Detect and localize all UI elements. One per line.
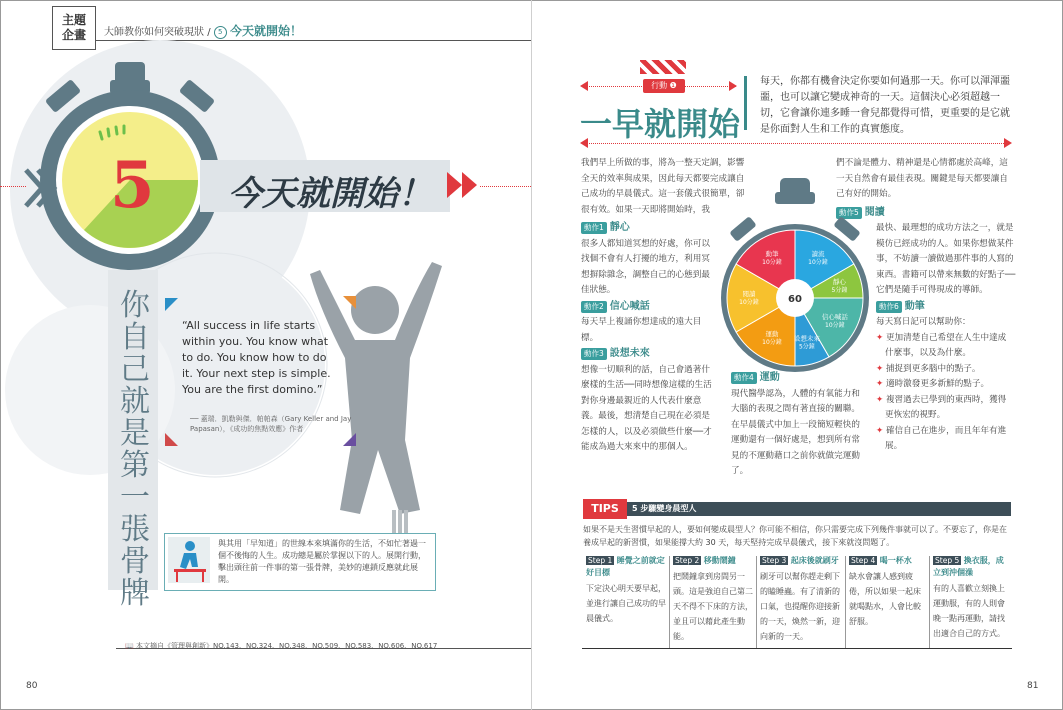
vt-char: 張 bbox=[120, 512, 150, 547]
page-spine bbox=[531, 0, 532, 710]
step-num: Step 1 bbox=[588, 556, 613, 565]
tips-intro: 如果不是天生習慣早起的人，要如何變成晨型人？你可能不相信，你只需要完成下列幾件事就可以了。不要忘了，你是在養成早起的新習慣，如果能撐大約 30 天，每天堅持完成早晨儀式，接下來就沒問題了。 bbox=[583, 525, 1007, 547]
topic-tab-line1: 主題 bbox=[61, 13, 86, 27]
vt-char: 牌 bbox=[120, 576, 150, 611]
r-dotline-bottom bbox=[586, 143, 1008, 144]
vt-char: 是 bbox=[120, 416, 150, 451]
intro-text: 每天，你都有機會決定你要如何過那一天。你可以渾渾噩噩，也可以讓它變成神奇的一天。這個決心必須超越一切，它會讓你連多睡一會兒都覺得可惜，更重要的是它就是你面對人生和工作的真實態度。 bbox=[760, 76, 1010, 135]
topic-tab-line2: 企畫 bbox=[61, 28, 86, 42]
bullet-star-icon: ✦ bbox=[876, 425, 886, 436]
pie-slice-sublabel: 10分鐘 bbox=[808, 259, 828, 267]
page-number-right: 81 bbox=[1027, 681, 1039, 691]
step-title: 睡覺之前就定好目標 bbox=[586, 556, 665, 577]
bullet-item bbox=[876, 393, 1012, 424]
pie-slice-label: 動筆 bbox=[765, 250, 779, 259]
step-title: 起床後就刷牙 bbox=[790, 556, 839, 565]
action-title: 設想未來 bbox=[609, 348, 650, 359]
action-title: 動筆 bbox=[904, 300, 925, 312]
pie-slice-label: 運動 bbox=[765, 329, 779, 338]
step-text: 刷牙可以幫你趕走剩下的瞌睡蟲。有了清新的口氣，也提醒你迎接新的一天，煥然一新，迎向新的一天。 bbox=[760, 572, 840, 641]
right-title: 一早就開始 bbox=[580, 105, 741, 143]
quote-attribution: ── 蓋瑞．凱勒與傑．帕帕森（Gary Keller and Jay Papasan），《成功的焦點效應》作者 bbox=[190, 415, 352, 433]
action-text: 最快、最理想的成功方法之一，就是模仿已經成功的人。如果你想做某件事，不妨讀一讀做過那件事的人寫的東西。書籍可以帶來無數的好點子──它們是隨手可得現成的導師。 bbox=[876, 223, 1016, 295]
step-num: Step 5 bbox=[935, 556, 960, 565]
step-text: 有的人喜歡立刻換上運動服，有的人則會晚一點再運動，請找出適合自己的方式。 bbox=[933, 584, 1005, 638]
bullet-star-icon: ✦ bbox=[876, 394, 886, 405]
bullet-item bbox=[876, 362, 1012, 378]
book-icon: 📖 bbox=[125, 642, 134, 650]
step-divider bbox=[669, 556, 670, 648]
action-tag: 動作4 bbox=[731, 372, 757, 384]
pie-slice-sublabel: 10分鐘 bbox=[762, 259, 782, 267]
r-arrow-left-top bbox=[580, 81, 588, 91]
action-text: 每天早上複誦你想達成的遠大目標。 bbox=[581, 317, 702, 343]
action-tag: 動作5 bbox=[836, 207, 862, 219]
step-text: 把鬧鐘拿到房間另一頭。這是強迫自己第二天不得不下床的方法，並且可以藉此產生動能。 bbox=[673, 572, 753, 641]
vertical-title bbox=[112, 290, 158, 610]
step-5 bbox=[933, 555, 1011, 641]
step-2 bbox=[673, 555, 755, 644]
info-box-text: 與其用「早知道」的世線本來填滿你的生活，不如忙著過一個不後悔的人生。成功總是屬於掌握以下的人。展開行動，擊出頭往前一件事的第一張骨牌，美妙的連鎖反應就此展開。 bbox=[218, 539, 426, 584]
pie-slice-sublabel: 10分鐘 bbox=[762, 338, 782, 346]
left-dotline-right bbox=[480, 186, 531, 187]
action-text: 想像一切順利的話，自己會過著什麼樣的生活──同時想像這樣的生活對你身邊最親近的人代表什麼意義。最後，想清楚自己現在必須是怎樣的人，以及必須做些什麼──才能成為過大來來中的那個人。 bbox=[581, 364, 712, 452]
vt-char: 己 bbox=[120, 352, 150, 387]
bullet-text: 確信自己在進步，而且年年有進展。 bbox=[885, 425, 1007, 451]
bullet-text: 更加清楚自己希望在人生中達成什麼事，以及為什麼。 bbox=[885, 332, 1007, 358]
red-arrow-1 bbox=[447, 172, 462, 198]
action-title: 閱讀 bbox=[864, 206, 885, 218]
pie-slice-sublabel: 5分鐘 bbox=[798, 343, 815, 351]
bullet-text: 適時激發更多新鮮的點子。 bbox=[885, 379, 990, 389]
morning-routine-pie bbox=[720, 178, 870, 378]
source-note bbox=[125, 641, 437, 651]
action-tag: 動作1 bbox=[581, 222, 607, 234]
action-badge: 行動 ❶ bbox=[643, 79, 685, 93]
vt-char: 你 bbox=[120, 288, 150, 323]
tips-title: 5 步驟變身晨型人 bbox=[632, 504, 697, 513]
step-3 bbox=[760, 555, 842, 644]
bullet-star-icon: ✦ bbox=[876, 332, 886, 343]
bullet-star-icon: ✦ bbox=[876, 363, 886, 374]
main-title: 今天就開始！ bbox=[228, 174, 432, 214]
pie-slice-sublabel: 10分鐘 bbox=[825, 322, 845, 329]
tips-label: TIPS bbox=[583, 499, 627, 519]
r-arrow-right-bottom bbox=[1004, 138, 1012, 148]
footer-rule-right bbox=[582, 648, 1012, 649]
vt-char: 自 bbox=[120, 320, 150, 355]
stopwatch-number: 5 bbox=[110, 148, 155, 223]
bullet-text: 捕捉到更多腦中的點子。 bbox=[885, 363, 981, 374]
header-accent: 今天就開始！ bbox=[229, 24, 302, 38]
action-tag: 動作3 bbox=[581, 348, 607, 360]
action-title: 信心喊話 bbox=[609, 300, 650, 312]
step-num: Step 2 bbox=[675, 556, 700, 565]
step-title: 換衣服，成立到沖個澡 bbox=[933, 556, 1004, 577]
clapperboard-icon bbox=[640, 60, 686, 74]
running-header bbox=[104, 22, 302, 39]
step-4 bbox=[849, 555, 927, 629]
bullet-item bbox=[876, 424, 1012, 455]
page-number-left: 80 bbox=[26, 681, 38, 691]
pie-slice-label: 設想未來 bbox=[793, 334, 820, 343]
step-text: 下定決心明天要早起，並進行讓自己成功的早晨儀式。 bbox=[586, 584, 666, 623]
action-6 bbox=[876, 299, 1012, 316]
action-tag: 動作6 bbox=[876, 301, 902, 313]
pie-slice-label: 閱讀 bbox=[742, 290, 756, 298]
step-1 bbox=[586, 555, 668, 626]
action-tag: 動作2 bbox=[581, 301, 607, 313]
step-num: Step 4 bbox=[851, 556, 876, 565]
pie-slice-label: 信心喊話 bbox=[821, 313, 848, 321]
pie-slice-sublabel: 10分鐘 bbox=[739, 299, 759, 306]
action-title: 運動 bbox=[759, 372, 780, 383]
vt-char: 就 bbox=[120, 384, 150, 419]
hurdle-runner-icon bbox=[168, 537, 210, 583]
vt-char: 一 bbox=[120, 480, 150, 515]
col3-para: 們不論是體力、精神還是心情都處於高峰，這一天自然會有最佳表現。關鍵是每天都要讓自己有好的開始。 bbox=[836, 158, 1008, 199]
english-quote: “All success in life starts within you. You know what to do. You know how to do it. Your next step is simple. You are the first domino.” bbox=[182, 319, 331, 396]
r-arrow-right-top bbox=[729, 81, 737, 91]
pie-center-label: 60 bbox=[788, 294, 802, 305]
pie-slice-sublabel: 5分鐘 bbox=[831, 287, 848, 295]
step-divider bbox=[756, 556, 757, 648]
step-title: 喝一杯水 bbox=[879, 556, 912, 565]
step-divider bbox=[929, 556, 930, 648]
r-arrow-left-bottom bbox=[580, 138, 588, 148]
bullet-text: 複習過去已學到的東西時，獲得更恢宏的視野。 bbox=[885, 394, 1007, 420]
action-text: 每天寫日記可以幫助你： bbox=[876, 317, 971, 327]
pie-slice-label: 讀流 bbox=[811, 250, 825, 259]
bullet-item bbox=[876, 331, 1012, 362]
action-title: 靜心 bbox=[609, 222, 630, 233]
bullet-star-icon: ✦ bbox=[876, 379, 886, 389]
step-divider bbox=[845, 556, 846, 648]
bullet-list bbox=[876, 331, 1012, 455]
title-divider bbox=[744, 76, 747, 130]
bullet-item bbox=[876, 377, 1012, 393]
left-dotline bbox=[0, 186, 26, 187]
header-sep: / bbox=[207, 27, 211, 38]
step-title: 移動鬧鐘 bbox=[703, 556, 736, 565]
vt-char: 第 bbox=[120, 448, 150, 483]
step-num: Step 3 bbox=[762, 556, 787, 565]
action-text: 很多人都知道冥想的好處，你可以找個不會有人打擾的地方，利用冥想摒除雜念，調整自己的心態到最佳狀態。 bbox=[581, 238, 710, 295]
source-text: 本文摘自《管理與創新》NO.143、NO.324、NO.348、NO.509、NO.583、NO.606、NO.617 bbox=[135, 642, 438, 650]
action-text: 現代醫學認為，人體的有氧能力和大腦的表現之間有著直接的關聯。在早晨儀式中加上一段簡短輕快的運動還有一個好處是，想到所有常見的不運動藉口之前你就做完運動了。 bbox=[731, 388, 860, 476]
stopwatch-small-icon: 5 bbox=[214, 26, 227, 39]
vt-char: 骨 bbox=[120, 544, 150, 579]
step-text: 缺水會讓人感到疲倦，所以如果一起床就喝點水，人會比較舒服。 bbox=[849, 572, 921, 626]
red-arrow-2 bbox=[462, 172, 477, 198]
header-series: 大師教你如何突破現狀 bbox=[104, 27, 204, 38]
col1-para: 我們早上所做的事，將為一整天定調，影響全天的效率與成果，因此每天都要完成讓自己成功的早晨儀式。這一套儀式很簡單，卻很有效。如果一天即將開始時，我 bbox=[581, 158, 745, 215]
pie-slice-label: 靜心 bbox=[832, 278, 846, 287]
